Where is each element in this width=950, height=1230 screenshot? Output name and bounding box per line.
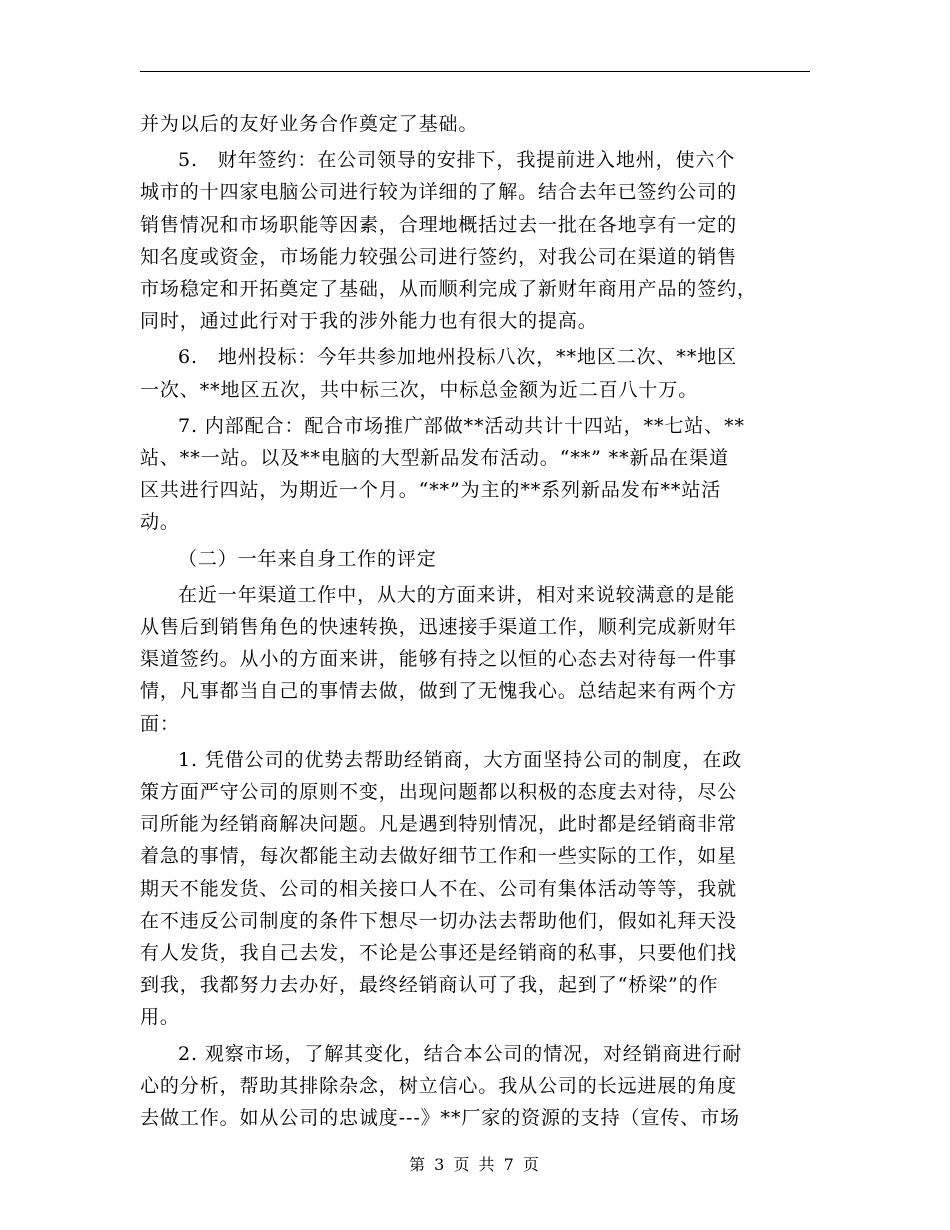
text-line: 知名度或资金，市场能力较强公司进行签约，对我公司在渠道的销售 (140, 245, 738, 268)
header-rule (140, 71, 810, 72)
text-line: 在近一年渠道工作中，从大的方面来讲，相对来说较满意的是能 (178, 583, 736, 606)
text-line: （二）一年来自身工作的评定 (178, 547, 437, 570)
text-line: 从售后到销售角色的快速转换，迅速接手渠道工作，顺利完成新财年 (140, 616, 738, 639)
text-line: 1. 凭借公司的优势去帮助经销商，大方面坚持公司的制度，在政 (178, 748, 743, 771)
text-line: 司所能为经销商解决问题。凡是遇到特别情况，此时都是经销商非常 (140, 813, 738, 836)
paragraph-point-2 (140, 1038, 810, 1135)
text-line: 6. 地州投标：今年共参加地州投标八次，**地区二次、**地区 (178, 346, 738, 369)
paragraph-eval (140, 579, 810, 740)
text-line: 市场稳定和开拓奠定了基础，从而顺利完成了新财年商用产品的签约， (140, 278, 757, 301)
text-line: 心的分析，帮助其排除杂念，树立信心。我从公司的长远进展的角度 (140, 1074, 738, 1097)
text-line: 销售情况和市场职能等因素，合理地概括过去一批在各地享有一定的 (140, 213, 738, 236)
text-line: 着急的事情，每次都能主动去做好细节工作和一些实际的工作，如星 (140, 845, 738, 868)
paragraph-point-1 (140, 744, 810, 1034)
text-line: 去做工作。如从公司的忠诚度---》**厂家的资源的支持（宣传、市场 (140, 1107, 740, 1130)
paragraph-item-7 (140, 410, 810, 539)
text-line: 有人发货，我自己去发，不论是公事还是经销商的私事，只要他们找 (140, 942, 738, 965)
document-body (140, 108, 810, 1134)
text-line: 动。 (140, 511, 180, 534)
text-line: 在不违反公司制度的条件下想尽一切办法去帮助他们，假如礼拜天没 (140, 909, 738, 932)
paragraph-continued (140, 108, 810, 140)
paragraph-item-5 (140, 144, 810, 337)
text-line: 到我，我都努力去办好，最终经销商认可了我，起到了“桥梁”的作 (140, 974, 719, 997)
text-line: 区共进行四站，为期近一个月。“**”为主的**系列新品发布**站活 (140, 479, 722, 502)
text-line: 同时，通过此行对于我的涉外能力也有很大的提高。 (140, 310, 598, 333)
text-line: 7. 内部配合：配合市场推广部做**活动共计十四站，**七站、** (178, 414, 745, 437)
paragraph-section-2 (140, 543, 810, 575)
text-line: 情，凡事都当自己的事情去做，做到了无愧我心。总结起来有两个方 (140, 680, 738, 703)
text-line: 策方面严守公司的原则不变，出现问题都以积极的态度去对待，尽公 (140, 781, 738, 804)
text-line: 站、**一站。以及**电脑的大型新品发布活动。“**” **新品在渠道 (140, 447, 729, 470)
text-line: 城市的十四家电脑公司进行较为详细的了解。结合去年已签约公司的 (140, 181, 738, 204)
text-line: 一次、**地区五次，共中标三次，中标总金额为近二百八十万。 (140, 378, 699, 401)
text-line: 2. 观察市场，了解其变化，结合本公司的情况，对经销商进行耐 (178, 1042, 743, 1065)
text-line: 5. 财年签约：在公司领导的安排下，我提前进入地州，使六个 (178, 149, 736, 172)
paragraph-item-6 (140, 341, 810, 405)
text-line: 用。 (140, 1006, 180, 1029)
text-line: 渠道签约。从小的方面来讲，能够有持之以恒的心态去对待每一件事 (140, 648, 738, 671)
text-line: 面： (140, 712, 180, 735)
text-line: 期天不能发货、公司的相关接口人不在、公司有集体活动等等，我就 (140, 877, 738, 900)
text-line: 并为以后的友好业务合作奠定了基础。 (140, 113, 479, 135)
page-number-footer: 第 3 页 共 7 页 (409, 1155, 541, 1174)
